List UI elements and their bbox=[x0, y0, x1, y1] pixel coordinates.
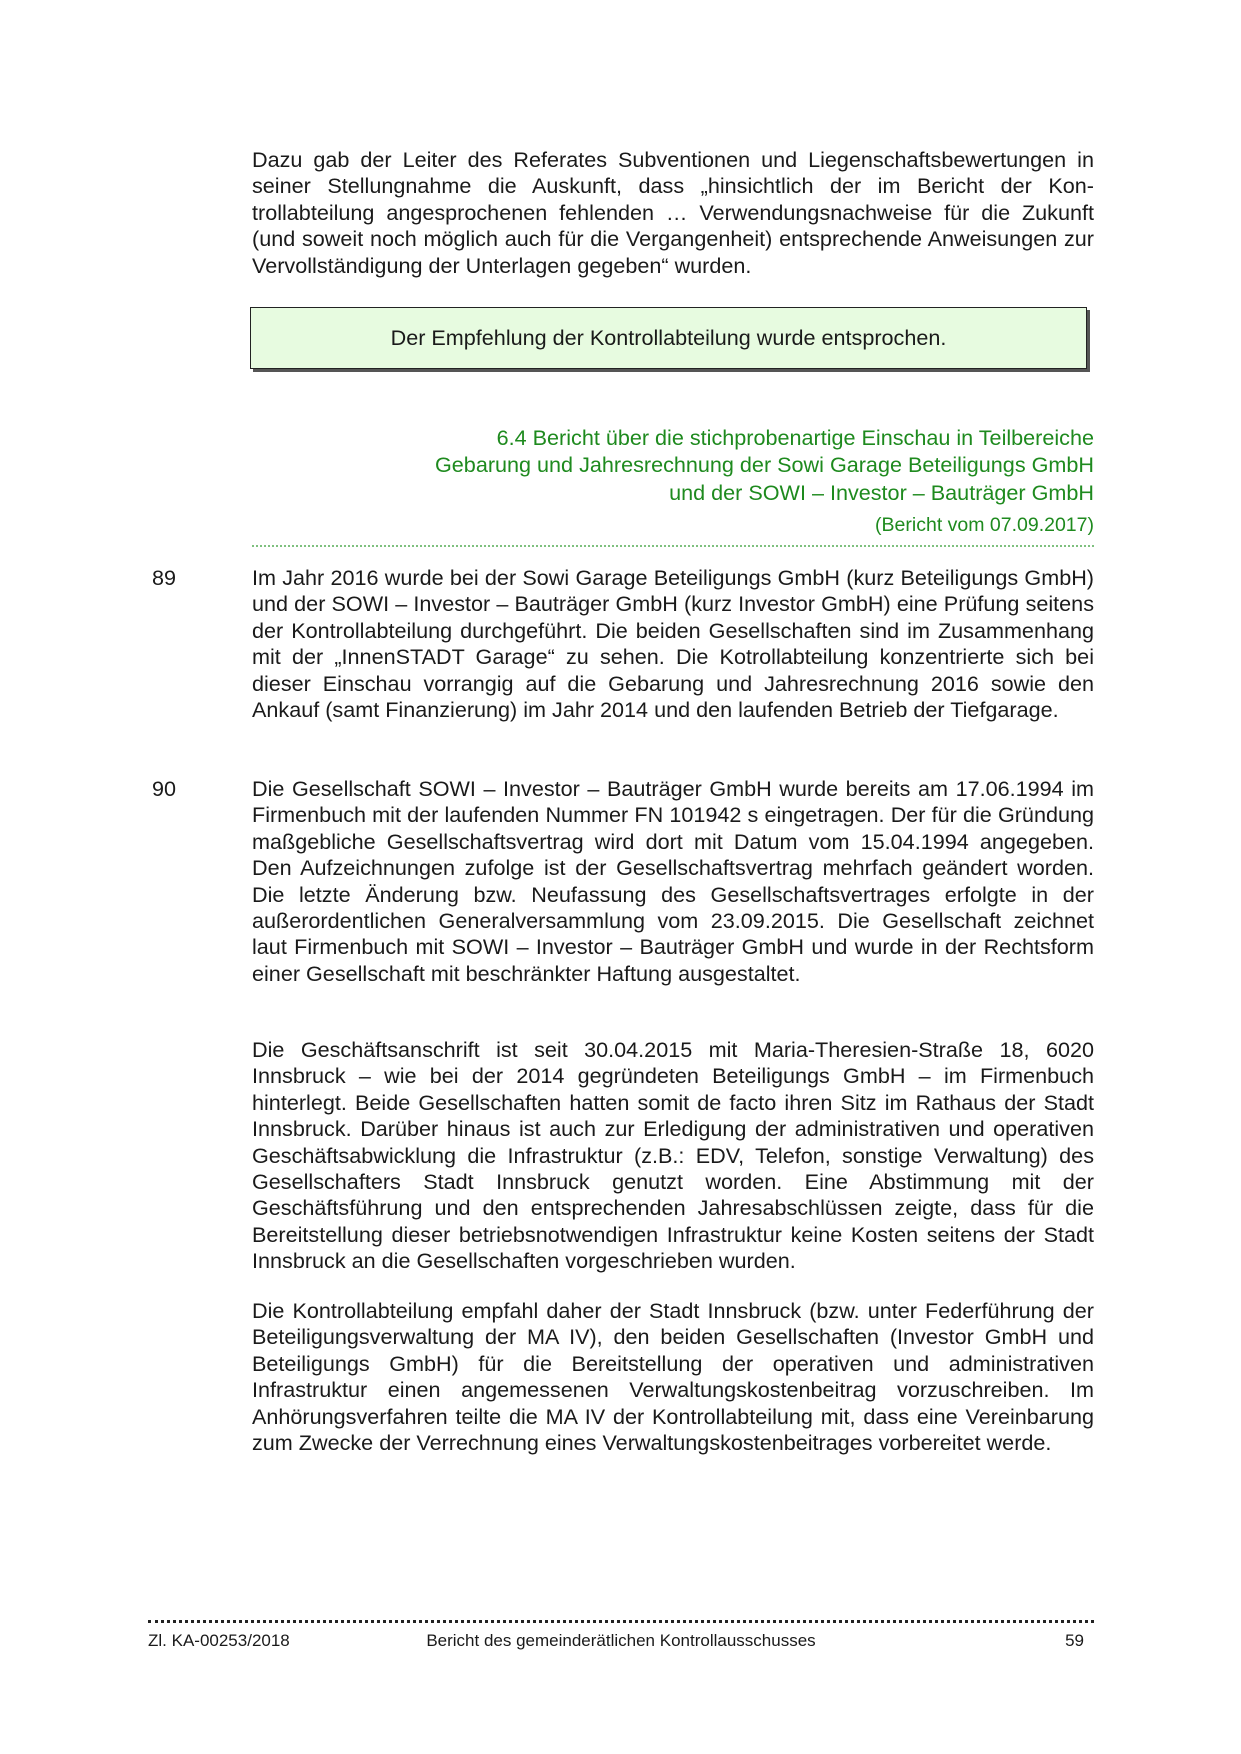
paragraph-90: Die Gesellschaft SOWI – Investor – Bauträger GmbH wurde bereits am 17.06.1994 im Firmenbuch mit der laufenden Nummer FN 101942 s eingetragen. Der für die Gründung maßgebliche Gesellschaftsvertrag wird dort mit Datum vom 15.04.1994 angegeben. Den Aufzeichnungen zufolge ist der Gesellschaftsvertrag mehrfach geändert worden. Die letzte Änderung bzw. Neufassung des Gesellschaftsvertrages erfolgte in der außerordentlichen Generalversammlung vom 23.09.2015. Die Gesellschaft zeichnet laut Firmenbuch mit SOWI – Investor – Bauträger GmbH und wurde in der Rechtsform einer Gesellschaft mit beschränkter Haftung ausgestaltet. bbox=[252, 776, 1094, 986]
recommendation-callout bbox=[250, 307, 1087, 369]
callout-text: Der Empfehlung der Kontrollabteilung wurde entsprochen. bbox=[390, 325, 947, 350]
paragraph-number: 89 bbox=[152, 565, 177, 590]
section-divider bbox=[252, 545, 1094, 547]
paragraph-90-continued-2: Die Kontrollabteilung empfahl daher der Stadt Innsbruck (bzw. unter Federführung der Beteiligungsverwaltung der MA IV), den beiden Gesellschaften (Investor GmbH und Beteiligungs GmbH) für die Bereitstellung der operativen und administrativen Infrastruktur einen angemessenen Verwaltungskostenbeitrag vorzuschreiben. Im Anhörungsverfahren teilte die MA IV der Kontrollabteilung mit, dass eine Vereinbarung zum Zwecke der Verrechnung eines Verwaltungskostenbeitrages vorbereitet werde. bbox=[252, 1298, 1094, 1456]
section-heading bbox=[334, 424, 1094, 506]
section-number: 6.4 bbox=[496, 425, 527, 450]
paragraph-89: Im Jahr 2016 wurde bei der Sowi Garage Beteiligungs GmbH (kurz Beteiligungs GmbH) und der SOWI – Investor – Bauträger GmbH (kurz Investor GmbH) eine Prüfung seitens der Kontrollabteilung durchgeführt. Die beiden Gesellschaften sind im Zusammenhang mit der „InnenSTADT Garage“ zu sehen. Die Kotrollabteilung konzentrierte sich bei dieser Einschau vorrangig auf die Gebarung und Jahresrechnung 2016 sowie den Ankauf (samt Finanzierung) im Jahr 2014 und den laufenden Betrieb der Tiefgarage. bbox=[252, 565, 1094, 723]
intro-paragraph: Dazu gab der Leiter des Referates Subventionen und Liegenschaftsbewertungen in seiner Stellungnahme die Auskunft, dass „hinsichtlich der im Bericht der Kontrollabteilung angesprochenen fehlenden … Verwendungsnachweise für die Zukunft (und soweit noch möglich auch für die Vergangenheit) entsprechende Anweisungen zur Vervollständigung der Unterlagen gegeben“ wurden. bbox=[252, 147, 1094, 278]
document-reference: Zl. KA-00253/2018 bbox=[148, 1631, 290, 1650]
page-number: 59 bbox=[1065, 1631, 1084, 1650]
report-date: (Bericht vom 07.09.2017) bbox=[875, 514, 1094, 536]
paragraph-number: 90 bbox=[152, 776, 177, 801]
section-title-line-1: 6.4 Bericht über die stichprobenartige Einschau in Teilbereiche bbox=[496, 425, 1094, 450]
footer-title: Bericht des gemeinderätlichen Kontrollausschusses bbox=[426, 1631, 816, 1650]
section-title-line-3: und der SOWI – Investor – Bauträger GmbH bbox=[669, 479, 1094, 505]
paragraph-90-continued-1: Die Geschäftsanschrift ist seit 30.04.2015 mit Maria-Theresien-Straße 18, 6020 Innsbruck – wie bei der 2014 gegründeten Beteiligungs GmbH – im Firmenbuch hinterlegt. Beide Gesellschaften hatten somit de facto ihren Sitz im Rathaus der Stadt Innsbruck. Darüber hinaus ist auch zur Erledigung der administrativen und operativen Geschäftsabwicklung die Infrastruktur (z.B.: EDV, Telefon, sonstige Verwaltung) des Gesellschafters Stadt Innsbruck genutzt worden. Eine Abstimmung mit der Geschäftsführung und den entsprechenden Jahresabschlüssen zeigte, dass für die Bereitstellung dieser betriebsnotwendigen Infrastruktur keine Kosten seitens der Stadt Innsbruck an die Gesellschaften vorgeschrieben wurden. bbox=[252, 1037, 1094, 1274]
footer-divider bbox=[148, 1620, 1094, 1623]
section-title-line-2: Gebarung und Jahresrechnung der Sowi Garage Beteiligungs GmbH bbox=[435, 452, 1094, 478]
